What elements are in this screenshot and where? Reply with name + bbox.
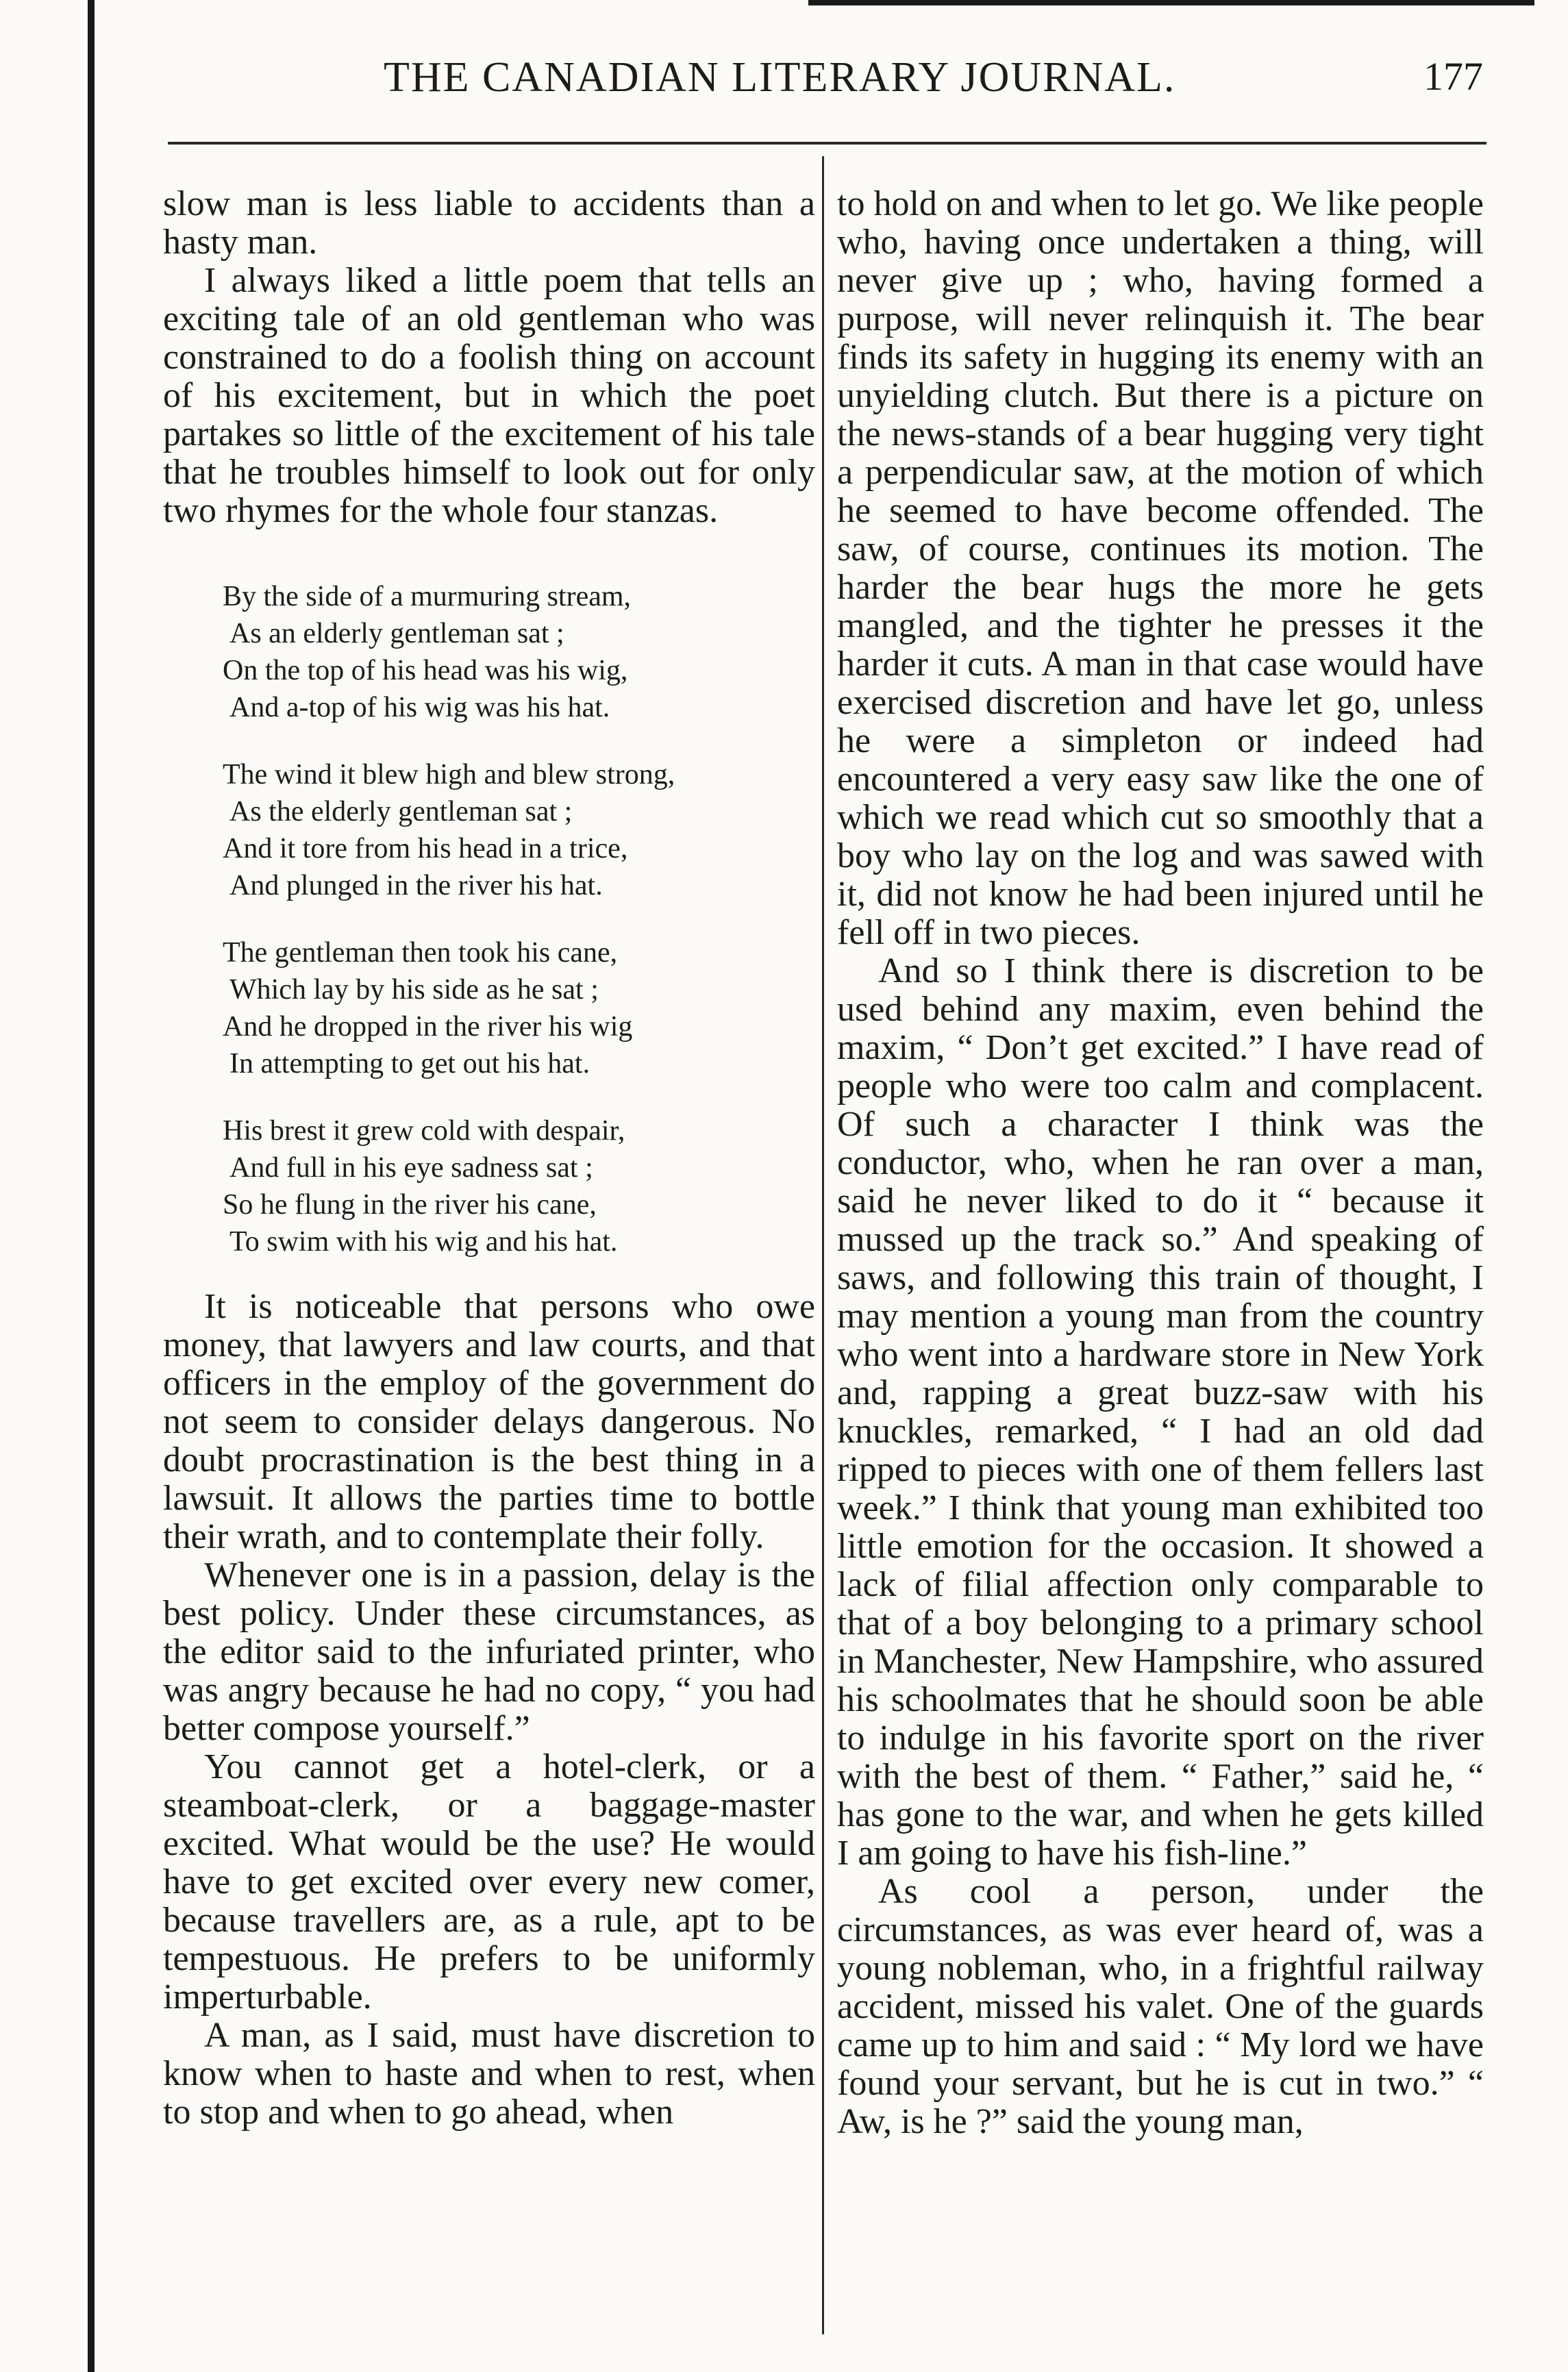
running-head-title: THE CANADIAN LITERARY JOURNAL.: [384, 54, 1176, 101]
poem: [163, 578, 815, 1260]
poem-line: By the side of a murmuring stream,: [223, 581, 632, 612]
paragraph: I always liked a little poem that tells an exciting tale of an old gentleman who was constrained to do a foolish thing on account of his excitement, but in which the poet partakes so little of the excitement of his tale that he troubles himself to look out for only two rhymes for the whole four stanzas.: [163, 261, 815, 530]
paragraph: slow man is less liable to accidents than a hasty man.: [163, 184, 815, 262]
paragraph: And so I think there is discretion to be used behind any maxim, even behind the maxim, “ Don’t get excited.” I have read of people who were too calm and complacent. Of such a character I think was the conductor, who, when he ran over a man, said he never liked to do it “ because it mussed up the track so.” And speaking of saws, and following this train of thought, I may mention a young man from the country who went into a hardware store in New York and, rapping a great buzz-saw with his knuckles, remarked, “ I had an old dad ripped to pieces with one of them fellers last week.” I think that young man exhibited too little emotion for the occasion. It showed a lack of filial affection only comparable to that of a boy belonging to a primary school in Manchester, New Hampshire, who assured his schoolmates that he should soon be able to indulge in his favorite sport on the river with the best of them. “ Father,” said he, “ has gone to the war, and when he gets killed I am going to have his fish-line.”: [837, 951, 1484, 1873]
paragraph: A man, as I said, must have discretion to know when to haste and when to rest, when to stop and when to go ahead, when: [163, 2016, 815, 2132]
header-rule: [168, 142, 1486, 145]
poem-line: Which lay by his side as he sat ;: [229, 974, 599, 1006]
poem-line: The wind it blew high and blew strong,: [223, 759, 675, 790]
poem-stanza: [163, 578, 815, 726]
paragraph: You cannot get a hotel-clerk, or a steamboat-clerk, or a baggage-master excited. What would be the use? He would have to get excited over every new comer, because travellers are, as a rule, apt to be tempestuous. He prefers to be uniformly imperturbable.: [163, 1747, 815, 2017]
poem-stanza: [163, 756, 815, 904]
poem-line: And it tore from his head in a trice,: [223, 833, 628, 864]
poem-line: And plunged in the river his hat.: [229, 870, 603, 901]
right-column: [837, 185, 1484, 2141]
poem-stanza: [163, 1112, 815, 1260]
poem-stanza: [163, 934, 815, 1082]
poem-line: And a-top of his wig was his hat.: [229, 692, 610, 723]
left-column: [163, 185, 815, 2132]
poem-line: The gentleman then took his cane,: [223, 937, 618, 969]
poem-line: And full in his eye sadness sat ;: [229, 1152, 593, 1184]
paragraph: It is noticeable that persons who owe money, that lawyers and law courts, and that officers in the employ of the government do not seem to consider delays dangerous. No doubt procrastination is the best thing in a lawsuit. It allows the parties time to bottle their wrath, and to contemplate their folly.: [163, 1287, 815, 1556]
paragraph: Whenever one is in a passion, delay is the best policy. Under these circumstances, as the editor said to the infuriated printer, who was angry because he had no copy, “ you had better compose yourself.”: [163, 1556, 815, 1748]
paragraph: As cool a person, under the circumstances, as was ever heard of, was a young nobleman, who, in a frightful railway accident, missed his valet. One of the guards came up to him and said : “ My lord we have found your servant, but he is cut in two.” “ Aw, is he ?” said the young man,: [837, 1872, 1484, 2141]
paragraph: to hold on and when to let go. We like people who, having once undertaken a thing, will never give up ; who, having formed a purpose, will never relinquish it. The bear finds its safety in hugging its enemy with an unyielding clutch. But there is a picture on the news-stands of a bear hugging very tight a perpendicular saw, at the motion of which he seemed to have become offended. The saw, of course, continues its motion. The harder the bear hugs the more he gets mangled, and the tighter he presses it the harder it cuts. A man in that case would have exercised discretion and have let go, unless he were a simpleton or indeed had encountered a very easy saw like the one of which we read which cut so smoothly that a boy who lay on the log and was sawed with it, did not know he had been injured until he fell off in two pieces.: [837, 184, 1484, 952]
column-divider: [822, 156, 824, 2334]
poem-line: As an elderly gentleman sat ;: [229, 618, 564, 649]
poem-line: His brest it grew cold with despair,: [223, 1115, 625, 1147]
poem-line: On the top of his head was his wig,: [223, 655, 628, 686]
page-number: 177: [1423, 54, 1483, 99]
poem-line: As the elderly gentleman sat ;: [229, 796, 573, 827]
poem-line: And he dropped in the river his wig: [223, 1011, 633, 1043]
poem-line: In attempting to get out his hat.: [229, 1048, 590, 1079]
page-edge-rule: [88, 0, 95, 2372]
top-border-rule: [808, 0, 1534, 5]
poem-line: To swim with his wig and his hat.: [229, 1226, 618, 1258]
poem-line: So he flung in the river his cane,: [223, 1189, 597, 1221]
